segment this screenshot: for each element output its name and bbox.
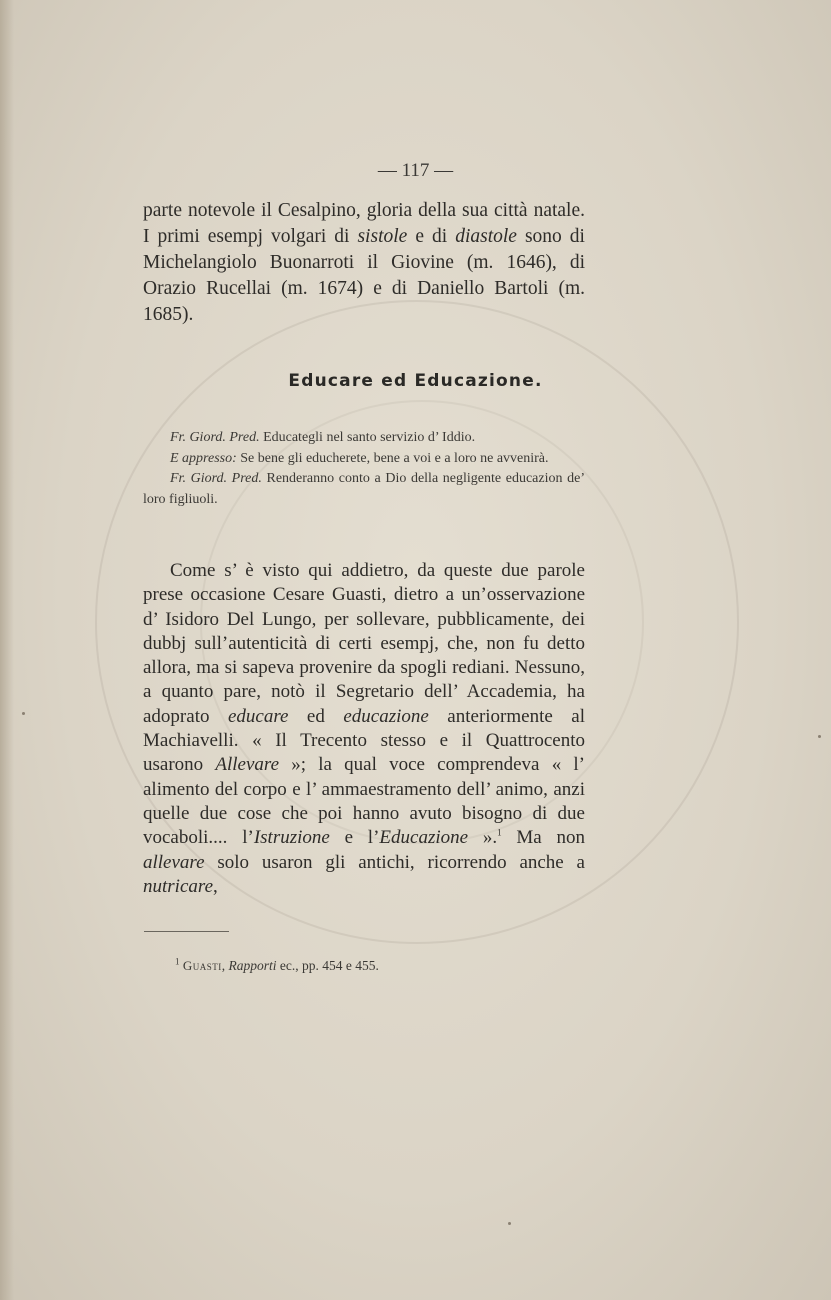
text-run: ».	[468, 827, 498, 849]
italic-term: Allevare	[215, 754, 280, 776]
text-run: e l’	[329, 827, 380, 849]
italic-term: educare	[227, 705, 289, 727]
text-run: Ma non	[501, 827, 585, 849]
italic-term: nutricare	[143, 875, 214, 897]
paragraph-2-text	[143, 559, 585, 899]
quote-3-text: Renderanno conto a Dio della negligente educazion de’ loro figliuoli.	[143, 471, 585, 507]
paper-speck	[508, 1222, 511, 1225]
text-run: ed	[288, 705, 344, 727]
footnote-mark: 1	[175, 956, 180, 967]
quote-1	[143, 428, 585, 449]
footnote-rest: ec., pp. 454 e 455.	[276, 958, 379, 973]
footnote-sep: ,	[221, 958, 229, 973]
paragraph-1	[143, 198, 585, 328]
quote-2-text: Se bene gli educherete, bene a voi e a loro ne avvenirà.	[236, 450, 549, 466]
footnote-author: Guasti	[182, 958, 222, 973]
paper-speck	[818, 735, 821, 738]
footnote-divider	[144, 931, 229, 932]
footnote-work: Rapporti	[228, 958, 277, 973]
page-number: — 117 —	[377, 160, 454, 181]
text-run: solo usaron gli antichi, ricorrendo anche a	[204, 851, 585, 873]
quote-3-speaker: Fr. Giord. Pred.	[170, 471, 262, 486]
italic-term: Istruzione	[253, 827, 330, 849]
paragraph-2	[143, 559, 585, 899]
italic-term: diastole	[455, 226, 517, 247]
italic-term: educazione	[343, 705, 429, 727]
quote-2-speaker: E appresso:	[170, 450, 237, 466]
quote-3	[143, 469, 585, 510]
quote-1-text: Educategli nel santo servizio d’ Iddio.	[259, 430, 476, 445]
epigraph-quotes	[143, 428, 585, 510]
quote-1-speaker: Fr. Giord. Pred.	[170, 430, 260, 445]
text-run: ,	[213, 875, 218, 897]
footnote	[175, 958, 595, 974]
quote-2	[143, 449, 585, 470]
section-heading: Educare ed Educazione.	[288, 371, 543, 391]
italic-term: sistole	[357, 226, 408, 247]
text-run: »; la qual voce comprendeva « l’ alimento del corpo e l’ ammaestramento dell’ animo, anzi quelle due cose che poi hanno avuto bisogno di due vocaboli.... l’	[143, 754, 586, 849]
text-run: Come s’ è visto qui addietro, da queste due parole prese occasione Cesare Guasti, dietro a un’osservazione d’ Isidoro Del Lungo, per sollevare, pubblicamente, dei dubbj sull’autenticità di certi esempj, che, non fu detto allora, ma si sapeva provenire da spogli rediani. Nessuno, a quanto pare, notò il Segretario dell’ Accademia, ha adoprato	[143, 560, 585, 727]
footnote-reference[interactable]: 1	[497, 827, 502, 838]
paper-speck	[22, 712, 25, 715]
italic-term: allevare	[143, 851, 205, 873]
paragraph-1-text: parte notevole il Cesalpino, gloria della sua città natale. I primi esempj volgari di sistole e di diastole sono di Michelangiolo Buonarroti il Giovine (m. 1646), di Orazio Rucellai (m. 1674) e di Daniello Bartoli (m. 1685).	[143, 200, 585, 325]
italic-term: Educazione	[379, 827, 469, 849]
text-run: anteriormente al Machiavelli. « Il Trecento stesso e il Quattrocento usarono	[143, 705, 585, 776]
